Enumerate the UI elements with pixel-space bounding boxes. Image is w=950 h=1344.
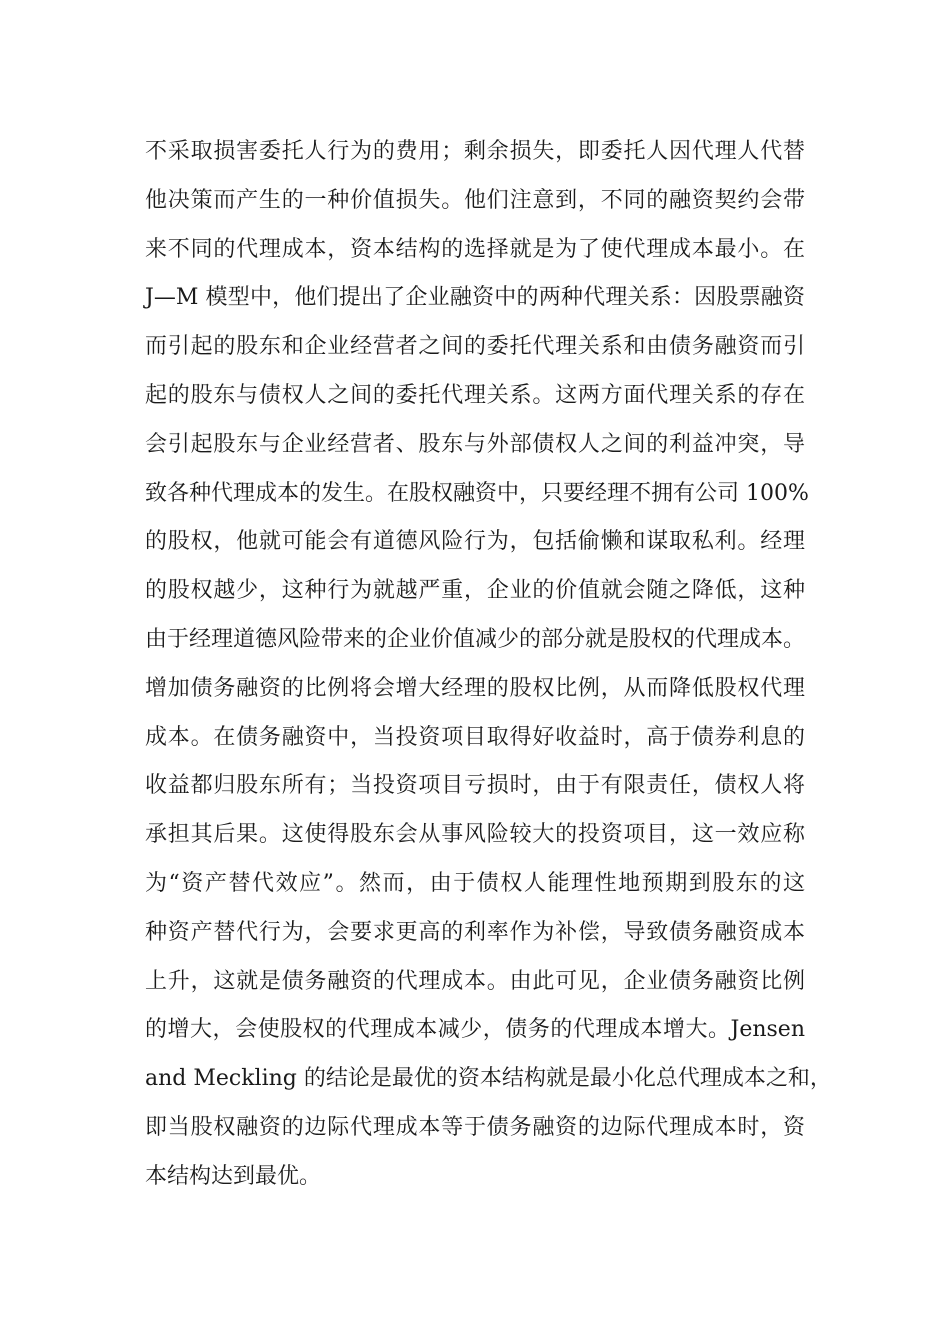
- text-line: 收益都归股东所有；当投资项目亏损时，由于有限责任，债权人将: [145, 773, 805, 799]
- text-line: J—M 模型中，他们提出了企业融资中的两种代理关系：因股票融资: [145, 285, 805, 311]
- text-line: 的增大，会使股权的代理成本减少，债务的代理成本增大。Jensen: [145, 1017, 805, 1043]
- text-line: 种资产替代行为，会要求更高的利率作为补偿，导致债务融资成本: [145, 919, 805, 945]
- text-line: 由于经理道德风险带来的企业价值减少的部分就是股权的代理成本。: [145, 626, 806, 652]
- text-line: 承担其后果。这使得股东会从事风险较大的投资项目，这一效应称: [145, 822, 805, 848]
- text-line: 增加债务融资的比例将会增大经理的股权比例，从而降低股权代理: [145, 675, 805, 701]
- text-line: and Meckling 的结论是最优的资本结构就是最小化总代理成本之和，: [145, 1066, 832, 1092]
- text-line: 成本。在债务融资中，当投资项目取得好收益时，高于债券利息的: [145, 724, 805, 750]
- text-line: 致各种代理成本的发生。在股权融资中，只要经理不拥有公司 100%: [145, 480, 809, 506]
- text-line: 为“资产替代效应”。然而，由于债权人能理性地预期到股东的这: [145, 870, 805, 896]
- text-line: 来不同的代理成本，资本结构的选择就是为了使代理成本最小。在: [145, 236, 805, 262]
- text-line: 起的股东与债权人之间的委托代理关系。这两方面代理关系的存在: [145, 382, 805, 408]
- text-line: 即当股权融资的边际代理成本等于债务融资的边际代理成本时，资: [145, 1114, 805, 1140]
- text-line: 上升，这就是债务融资的代理成本。由此可见，企业债务融资比例: [145, 968, 805, 994]
- text-line: 不采取损害委托人行为的费用；剩余损失，即委托人因代理人代替: [145, 139, 805, 164]
- text-line: 的股权，他就可能会有道德风险行为，包括偷懒和谋取私利。经理: [145, 529, 805, 555]
- text-line: 会引起股东与企业经营者、股东与外部债权人之间的利益冲突，导: [145, 431, 805, 457]
- text-line: 而引起的股东和企业经营者之间的委托代理关系和由债务融资而引: [145, 334, 805, 360]
- text-line: 本结构达到最优。: [145, 1163, 322, 1189]
- text-line: 的股权越少，这种行为就越严重，企业的价值就会随之降低，这种: [145, 578, 805, 604]
- body-paragraph: [145, 128, 832, 1202]
- text-line: 他决策而产生的一种价值损失。他们注意到，不同的融资契约会带: [145, 187, 805, 213]
